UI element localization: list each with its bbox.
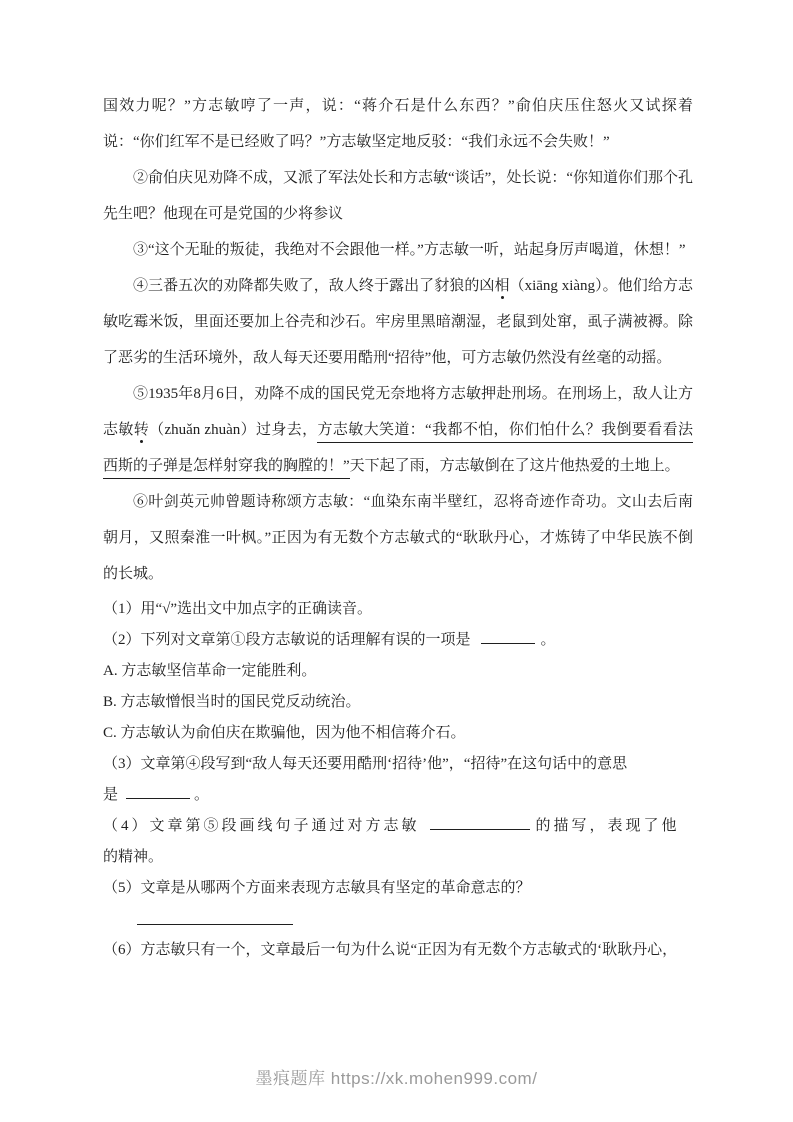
- question-4: [103, 811, 693, 873]
- option-a: A. 方志敏坚信革命一定能胜利。: [103, 663, 317, 679]
- question-2: [103, 625, 693, 656]
- question-2-period: 。: [540, 632, 556, 648]
- question-5: （5）文章是从哪两个方面来表现方志敏具有坚定的革命意志的？: [103, 880, 531, 896]
- question-3: [103, 749, 693, 811]
- option-b: B. 方志敏憎恨当时的国民党反动统治。: [103, 694, 361, 710]
- answer-blank-q4: [430, 818, 530, 830]
- question-4-text-mid: 的描写，表现了他: [535, 818, 680, 834]
- emphasis-dotted-char-xiang: 相: [494, 278, 510, 294]
- site-url: https://xk.mohen999.com/: [330, 1069, 538, 1088]
- question-2-text: （2）下列对文章第①段方志敏说的话理解有误的一项是: [103, 632, 471, 648]
- paragraph-5-text-mid: （zhuǎn zhuàn）过身去，: [149, 422, 318, 438]
- question-3-line2-text: 是: [103, 787, 119, 803]
- emphasis-dotted-char-zhuan: 转: [133, 422, 150, 438]
- passage-paragraph-4: [103, 268, 693, 376]
- answer-blank-q3: [126, 787, 190, 799]
- watermark-footer: [0, 1064, 793, 1089]
- question-4-line1: [103, 818, 680, 834]
- question-3-period: 。: [194, 787, 210, 803]
- paragraph-4-text-after: （xiāng xiàng）。他们给方志敏吃霉米饭，里面还要加上谷壳和沙石。牢房里黑暗潮湿，老鼠到处窜，虱子满被褥。除了恶劣的生活环境外，敌人每天还要用酷刑“招待”他，可方志敏仍然没有丝毫的动摇。: [103, 278, 693, 366]
- passage-paragraph-6: ⑥叶剑英元帅曾题诗称颂方志敏：“血染东南半壁红，忍将奇迹作奇功。文山去后南朝月，又照秦淮一叶枫。”正因为有无数个方志敏式的“耿耿丹心，才炼铸了中华民族不倒的长城。: [103, 494, 693, 582]
- passage-paragraph-2: ②俞伯庆见劝降不成，又派了军法处长和方志敏“谈话”，处长说：“你知道你们那个孔先生吧？他现在可是党国的少将参议: [103, 170, 693, 222]
- paragraph-5-text-after: 天下起了雨，方志敏倒在了这片他热爱的土地上。: [349, 458, 680, 474]
- paragraph-5-text-before: ⑤1935年8月6日，劝降不成的国民党无奈地将方志敏押赴刑场。在刑场上，敌人让方志敏: [103, 386, 693, 438]
- passage: [103, 88, 693, 592]
- answer-blank-q2: [481, 632, 535, 644]
- passage-paragraph-1: 国效力呢？”方志敏哼了一声，说：“蒋介石是什么东西？”俞伯庆压住怒火又试探着说：“你们红军不是已经败了吗？”方志敏坚定地反驳：“我们永远不会失败！”: [103, 98, 693, 150]
- reading-comprehension-section: [103, 88, 693, 966]
- passage-paragraph-5: [103, 376, 693, 484]
- option-c: C. 方志敏认为俞伯庆在欺骗他，因为他不相信蒋介石。: [103, 725, 466, 741]
- passage-paragraph-3: ③“这个无耻的叛徒，我绝对不会跟他一样。”方志敏一听，站起身厉声喝道，休想！”: [133, 242, 686, 258]
- site-name: 墨痕题库: [255, 1069, 326, 1088]
- question-1: （1）用“√”选出文中加点字的正确读音。: [103, 601, 373, 617]
- question-6: （6）方志敏只有一个，文章最后一句为什么说“正因为有无数个方志敏式的‘耿耿丹心，: [103, 942, 678, 958]
- underlined-sentence: 方志敏大笑道：“我都不怕，你们怕什么？我倒要看看法西斯的子弹是怎样射穿我的胸膛的！”: [103, 422, 693, 479]
- question-4-line2: 的精神。: [103, 849, 164, 865]
- question-3-line1: （3）文章第④段写到“敌人每天还要用酷刑‘招待’他”，“招待”在这句话中的意思: [103, 756, 628, 772]
- paragraph-4-text-before: ④三番五次的劝降都失败了，敌人终于露出了豺狼的凶: [133, 278, 495, 294]
- question-4-text-before: （4）文章第⑤段画线句子通过对方志敏: [103, 818, 420, 834]
- answer-line-q5: [137, 924, 293, 925]
- questions: [103, 594, 693, 966]
